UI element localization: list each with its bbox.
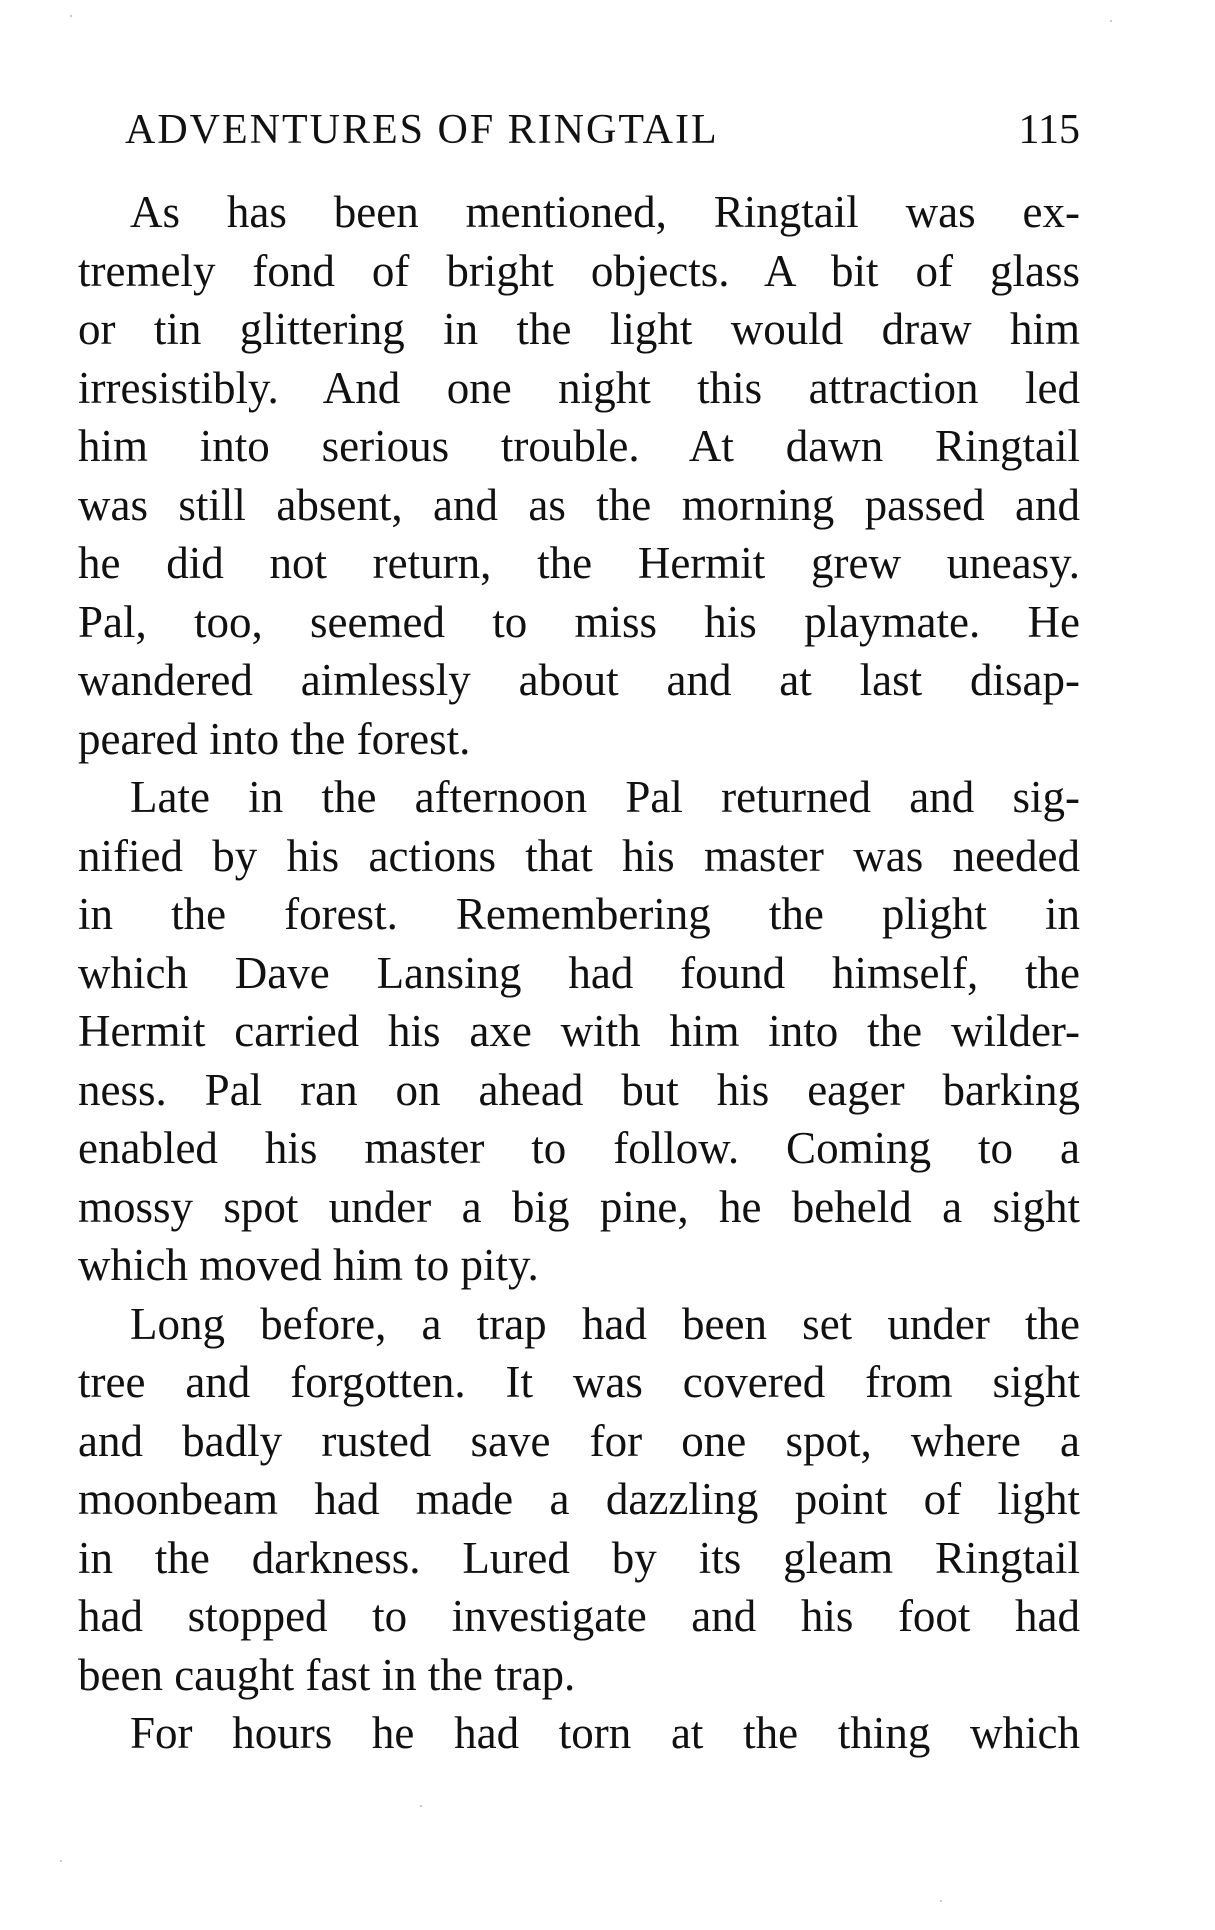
text-line: Long before, a trap had been set under the [130, 1298, 1080, 1349]
text-line: in the darkness. Lured by its gleam Ringtail [78, 1532, 1080, 1583]
text-line: irresistibly. And one night this attraction led [78, 362, 1080, 413]
text-line: Hermit carried his axe with him into the wilder- [78, 1006, 1080, 1056]
running-head [125, 100, 1080, 160]
text-line: ness. Pal ran on ahead but his eager barking [78, 1064, 1080, 1115]
text-line: Pal, too, seemed to miss his playmate. He [78, 596, 1080, 647]
text-line: As has been mentioned, Ringtail was ex- [130, 187, 1080, 237]
text-line: and badly rusted save for one spot, where a [78, 1415, 1080, 1466]
text-line: tree and forgotten. It was covered from sight [78, 1357, 1080, 1407]
text-line: or tin glittering in the light would draw him [78, 304, 1080, 354]
text-line: nified by his actions that his master was needed [78, 830, 1080, 881]
paragraph-4 [78, 1704, 1080, 1763]
text-line: Late in the afternoon Pal returned and sig- [130, 772, 1080, 822]
running-title: ADVENTURES OF RINGTAIL [125, 107, 719, 153]
text-line: in the forest. Remembering the plight in [78, 889, 1080, 939]
text-line: which Dave Lansing had found himself, the [78, 947, 1080, 998]
text-line: enabled his master to follow. Coming to a [78, 1123, 1080, 1173]
paper-speck [70, 15, 72, 17]
text-line: peared into the forest. [78, 713, 471, 764]
text-line: him into serious trouble. At dawn Ringtail [78, 421, 1080, 471]
body-text [78, 183, 1080, 1763]
paper-speck [1110, 20, 1112, 22]
text-line: tremely fond of bright objects. A bit of glass [78, 245, 1080, 296]
text-line: he did not return, the Hermit grew uneasy. [78, 538, 1080, 588]
paper-speck [60, 1860, 62, 1862]
paragraph-2 [78, 768, 1080, 1295]
page-number: 115 [1018, 107, 1080, 153]
text-line: For hours he had torn at the thing which [130, 1708, 1080, 1758]
text-line: been caught fast in the trap. [78, 1649, 576, 1700]
text-line: had stopped to investigate and his foot had [78, 1591, 1080, 1641]
text-line: which moved him to pity. [78, 1240, 539, 1290]
paper-speck [420, 1805, 422, 1807]
text-line: wandered aimlessly about and at last disap- [78, 655, 1080, 705]
paragraph-3 [78, 1295, 1080, 1705]
paper-speck [940, 1900, 942, 1902]
text-line: mossy spot under a big pine, he beheld a sight [78, 1181, 1080, 1232]
paragraph-1 [78, 183, 1080, 768]
text-line: moonbeam had made a dazzling point of light [78, 1474, 1080, 1524]
text-line: was still absent, and as the morning passed and [78, 479, 1080, 530]
